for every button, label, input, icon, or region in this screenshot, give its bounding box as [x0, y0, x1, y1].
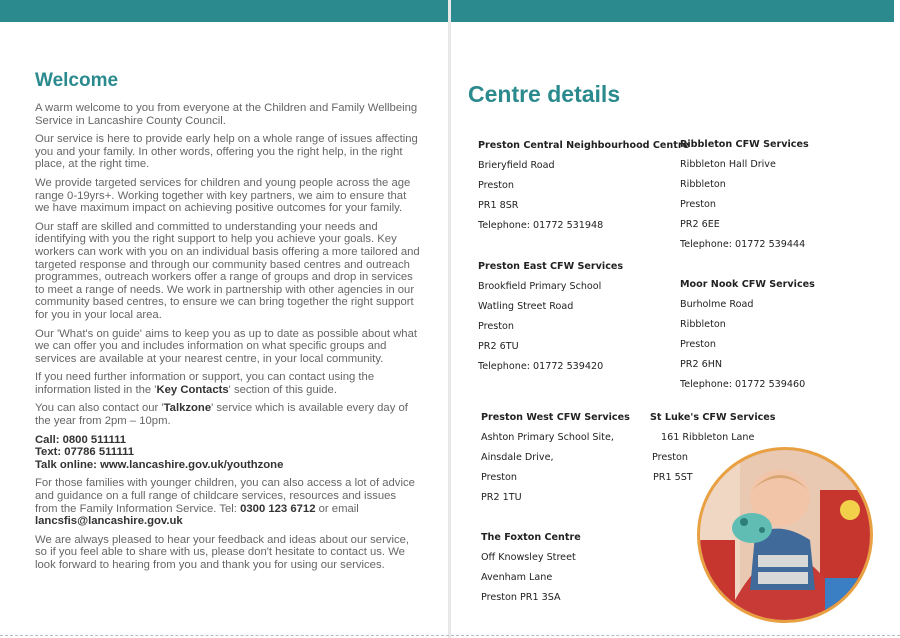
welcome-paragraph — [35, 477, 420, 527]
centre-card — [478, 261, 623, 381]
welcome-title: Welcome — [35, 70, 119, 91]
centre-line: Avenham Lane — [481, 572, 553, 583]
centre-line: PR1 8SR — [478, 200, 519, 211]
centre-details-title: Centre details — [468, 81, 621, 107]
header-bar-left — [0, 0, 448, 22]
welcome-paragraph — [35, 402, 420, 427]
centre-line: Ribbleton — [680, 179, 726, 190]
baby-photo — [697, 447, 873, 623]
centre-line: Brookfield Primary School — [478, 281, 602, 292]
page-spine — [448, 0, 451, 638]
centre-name: Moor Nook CFW Services — [680, 279, 815, 290]
centre-telephone: Telephone: 01772 531948 — [478, 220, 604, 231]
centre-line: Brieryfield Road — [478, 160, 555, 171]
centre-line: PR2 6TU — [478, 341, 519, 352]
key-contacts-ref: Key Contacts — [156, 383, 229, 396]
centre-telephone: Telephone: 01772 539460 — [680, 379, 806, 390]
welcome-paragraph: A warm welcome to you from everyone at the Children and Family Wellbeing Service in Lancashire County Council. — [35, 102, 418, 127]
centre-line: PR2 6EE — [680, 219, 720, 230]
welcome-paragraph — [35, 371, 420, 396]
centre-card — [481, 412, 630, 512]
centre-name: Preston Central Neighbourhood Centre — [478, 140, 690, 151]
centre-name: The Foxton Centre — [481, 532, 581, 543]
centre-name: Preston East CFW Services — [478, 261, 624, 272]
centre-name: Preston West CFW Services — [481, 412, 630, 423]
centre-line: 161 Ribbleton Lane — [661, 432, 755, 443]
text-run: ' service which is available every day of the year from 2pm – 10pm. — [35, 402, 408, 428]
centre-line: Ainsdale Drive, — [481, 452, 554, 463]
welcome-paragraph: Our 'What's on guide' aims to keep you as up to date as possible about what we can offer you and includes information on what specific groups and services are available at your nearest centre, in your local community. — [35, 327, 418, 365]
centre-card — [478, 140, 689, 240]
fis-telephone: 0300 123 6712 — [240, 502, 316, 515]
header-bar-right — [451, 0, 894, 22]
talkzone-contacts — [35, 434, 420, 472]
call-number: Call: 0800 511111 — [35, 433, 127, 446]
text-number: Text: 07786 511111 — [35, 446, 135, 459]
centre-line: PR2 1TU — [481, 492, 522, 503]
centre-card — [680, 279, 815, 399]
centre-card — [680, 139, 809, 259]
centre-line: Preston — [652, 452, 688, 463]
welcome-body — [35, 102, 420, 578]
talk-online-link[interactable]: Talk online: www.lancashire.gov.uk/youthzone — [35, 458, 284, 471]
bottom-dashed-line — [0, 635, 900, 636]
welcome-paragraph: We are always pleased to hear your feedback and ideas about our service, so if you feel able to share with us, please don't hesitate to contact us. We look forward to hearing from you and thank you for using our services. — [35, 533, 410, 571]
text-run: You can also contact our ' — [35, 402, 164, 415]
text-run: If you need further information or support, you can contact using the information listed in the ' — [35, 371, 375, 396]
baby-illustration — [700, 450, 870, 620]
centre-line: Preston — [478, 321, 514, 332]
centre-line: Preston — [680, 339, 716, 350]
centre-line: Burholme Road — [680, 299, 754, 310]
centre-line: Watling Street Road — [478, 301, 574, 312]
centre-name: St Luke's CFW Services — [650, 412, 776, 423]
centre-line: PR2 6HN — [680, 359, 723, 370]
text-run: ' section of this guide. — [228, 383, 337, 396]
text-run: or email — [315, 502, 359, 515]
centre-name: Ribbleton CFW Services — [680, 139, 809, 150]
centre-line: Ribbleton Hall Drive — [680, 159, 776, 170]
text-run: For those families with younger children, you can also access a lot of advice and guidance on a full range of childcare services, resources and issues from the Family Information Service. Tel: — [35, 477, 415, 515]
centre-line: Ribbleton — [680, 319, 726, 330]
centre-line: Ashton Primary School Site, — [481, 432, 614, 443]
centre-line: Preston PR1 3SA — [481, 592, 561, 603]
centre-line: Preston — [680, 199, 716, 210]
welcome-paragraph: We provide targeted services for children and young people across the age range 0-19yrs+. Working together with key partners, we aim to ensure that we have maximum impact on achieving positive outcomes for your family. — [35, 176, 411, 215]
centre-line: Preston — [481, 472, 517, 483]
centre-telephone: Telephone: 01772 539420 — [478, 361, 604, 372]
centre-telephone: Telephone: 01772 539444 — [680, 239, 806, 250]
centre-line: PR1 5ST — [653, 472, 693, 483]
centre-line: Off Knowsley Street — [481, 552, 576, 563]
welcome-paragraph: Our service is here to provide early help on a whole range of issues affecting you and your family. In other words, offering you the right help, in the right place, at the right time. — [35, 133, 418, 171]
centre-card — [481, 532, 581, 612]
welcome-paragraph: Our staff are skilled and committed to understanding your needs and identifying with you the right support to help you achieve your goals. Key workers can work with you on an individual basis offering a more tailored and targeted response and through our community based centres and outreach programmes, outreach workers offer a range of groups and drop in services to meet a range of needs. We work in partnership with other agencies in our community based centres, to ensure we can bring together the right support for you in your local area. — [35, 220, 420, 321]
talkzone-ref: Talkzone — [163, 402, 212, 415]
centre-line: Preston — [478, 180, 514, 191]
fis-email[interactable]: lancsfis@lancashire.gov.uk — [35, 515, 183, 528]
